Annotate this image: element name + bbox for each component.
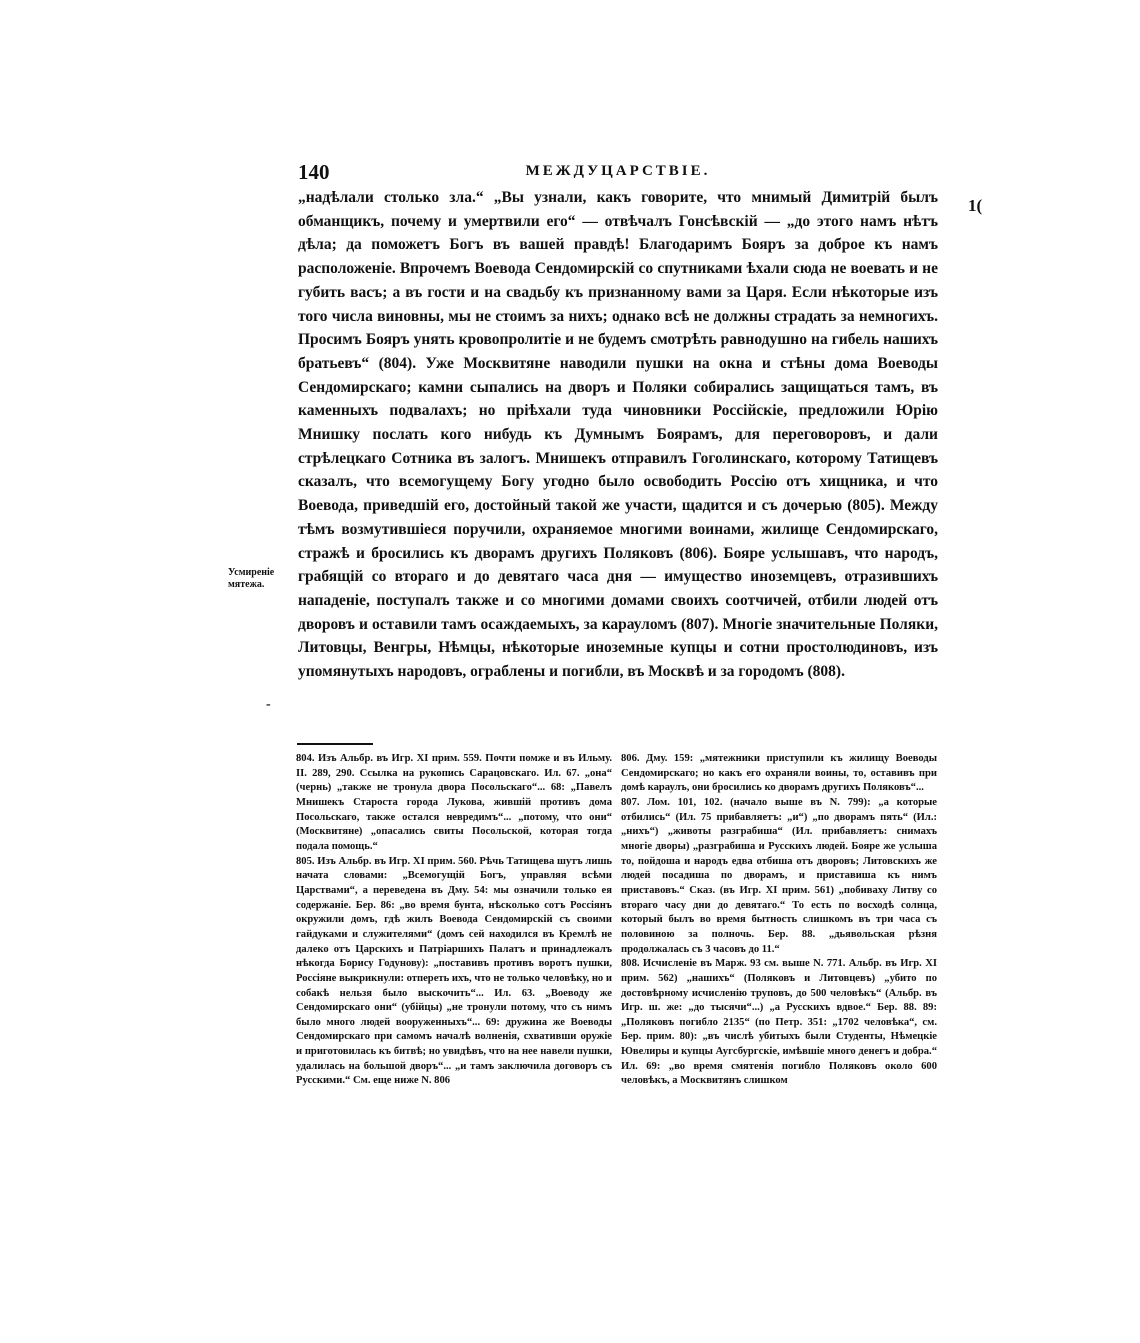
margin-note bbox=[228, 567, 290, 591]
footnote-808: 808. Исчисленіе въ Марж. 93 см. выше N. 771. Альбр. въ Игр. XI прим. 562) „нашихъ“ (Поляковъ и Литовцевъ) „убито по достовѣрному исчисленію труповъ, до 500 человѣкъ“ (Альбр. въ Игр. ш. же: „до тысячи“...) „а Русскихъ вдвое.“ Бер. 88. 89: „Поляковъ погибло 2135“ (по Петр. 351: „1702 человѣка“, см. Бер. прим. 80): „въ числѣ убитыхъ были Студенты, Нѣмецкіе Ювелиры и купцы Аугсбургскіе, имѣвшіе много денегъ и добра.“ Ил. 69: „во время смятенія погибло Поляковъ около 600 человѣкъ, а Москвитянъ слишком bbox=[621, 958, 937, 1087]
footnote-divider bbox=[297, 743, 373, 745]
footnote-806: 806. Дму. 159: „мятежники приступили къ жилищу Воеводы Сендомирскаго; но какъ его охраняли воины, то, оставивъ при домѣ караулъ, они бросились ко дворамъ другихъ Поляковъ“... bbox=[621, 753, 937, 794]
footnotes-right-column bbox=[621, 752, 937, 1089]
page-header bbox=[298, 160, 938, 188]
footnote-807: 807. Лом. 101, 102. (начало выше въ N. 799): „а которые отбились“ (Ил. 75 прибавляетъ: „и“) „по дворамъ пять“ (Ил.: „нихъ“) „животы разграбиша“ (Ил. прибавляетъ: снимахъ многіе дворы) „разграбиша и Русскихъ людей. Бояре же услыша то, пойдоша и народъ едва отбиша отъ дворовъ; Литовскихъ же людей посадиша по дворамъ, и приставиша къ нимъ приставовъ.“ Сказ. (въ Игр. XI прим. 561) „побиваху Литву со втораго часу дни до девятаго.“ То есть по восходѣ солнца, который былъ во время бытность слишкомъ въ три часа съ половиною за полночь. Бер. 88. „дьявольская рѣзня продолжалась съ 3 часовъ до 11.“ bbox=[621, 796, 937, 955]
footnote-805: 805. Изъ Альбр. въ Игр. XI прим. 560. Рѣчь Татищева шутъ лишь начата словами: „Всемогущій Богъ, управляя всѣми Царствами“, а переведена въ Дму. 54: мы означили только ея содержаніе. Бер. 86: „во время бунта, нѣсколько сотъ Россіянъ окружили домъ, гдѣ жилъ Воевода Сендомирскій съ своими гайдуками и служителями“ (домъ сей находился въ Кремлѣ не далеко отъ Царскихъ и Патріаршихъ Палатъ и принадлежалъ нѣкогда Борису Годунову): „поставивъ противъ воротъ пушки, Россіяне выкрикнули: отпереть ихъ, что не только человѣку, но и собакѣ нельзя было выскочить“... Ил. 63. „Воеводу же Сендомирскаго они“ (убійцы) „не тронули потому, что съ нимъ было много людей вооруженныхъ“... 69: дружина же Воеводы Сендомирскаго при самомъ началѣ волненія, схвативши оружіе и приготовилась къ битвѣ; но увидѣвъ, что на нее навели пушки, удалилась на большой дворъ“... „и тамъ заключила договоръ съ Русскими.“ См. еще ниже N. 806 bbox=[296, 855, 612, 1087]
main-text-block bbox=[298, 186, 938, 684]
margin-note-line-1: Усмиреніе bbox=[228, 567, 275, 578]
margin-note-line-2: мятежа. bbox=[228, 579, 265, 590]
footnote-804: 804. Изъ Альбр. въ Игр. XI прим. 559. Почти помже и въ Ильму. II. 289, 290. Ссылка на рукопись Сарацовскаго. Ил. 67. „она“ (чернь) „также не тронула двора Посольскаго“... 68: „Павелъ Мнишекъ Староста города Лукова, жившій противъ дома Посольскаго, также остался невредимъ“... „потому, что они“ (Москвитяне) „опасались свиты Посольской, которая тогда подала помощь.“ bbox=[296, 753, 612, 852]
edge-page-fragment: 1( bbox=[968, 196, 983, 215]
footnotes-left-column bbox=[296, 752, 612, 1089]
footnotes-area bbox=[296, 752, 939, 1172]
margin-mark: - bbox=[266, 697, 271, 712]
page-number: 140 bbox=[298, 160, 330, 184]
main-paragraph: „надѣлали столько зла.“ „Вы узнали, какъ говорите, что мнимый Димитрій былъ обманщикъ, почему и умертвили его“ — отвѣчалъ Гонсѣвскій — „до этого намъ нѣтъ дѣла; да поможетъ Богъ въ вашей правдѣ! Благодаримъ Бояръ за доброе къ намъ расположеніе. Впрочемъ Воевода Сендомирскій со спутниками ѣхали сюда не воевать и не губить васъ; а въ гости и на свадьбу къ признанному вами за Царя. Если нѣкоторые изъ того числа виновны, мы не стоимъ за нихъ; однако всѣ не должны страдать за немногихъ. Просимъ Бояръ унять кровопролитіе и не будемъ смотрѣть равнодушно на гибель нашихъ братьевъ“ (804). Уже Москвитяне наводили пушки на окна и стѣны дома Воеводы Сендомирскаго; камни сыпались на дворъ и Поляки собирались защищаться тамъ, въ каменныхъ подвалахъ; но пріѣхали туда чиновники Россійскіе, предложили Юрію Мнишку послать кого нибудь къ Думнымъ Боярамъ, для переговоровъ, и дали стрѣлецкаго Сотника въ залогъ. Мнишекъ отправилъ Гоголинскаго, которому Татищевъ сказалъ, что всемогущему Богу угодно было освободить Россію отъ хищника, и что Воевода, приведшій его, достойный такой же участи, щадится и съ дочерью (805). Между тѣмъ возмутившіеся поручили, охраняемое многими воинами, жилище Сендомирскаго, стражѣ и бросились къ дворамъ другихъ Поляковъ (806). Бояре услышавъ, что народъ, грабящій со втораго и до девятаго часа дня — имущество иноземцевъ, отразившихъ нападеніе, поступалъ также и со многими домами своихъ соотчичей, отбили людей отъ дворовъ и оставили тамъ осаждаемыхъ, за карауломъ (807). Многіе значительные Поляки, Литовцы, Венгры, Нѣмцы, нѣкоторые иноземные купцы и сотни простолюдиновъ, изъ упомянутыхъ народовъ, ограблены и погибли, въ Москвѣ и за городомъ (808). bbox=[298, 189, 938, 681]
running-title: МЕЖДУЦАРСТВІЕ. bbox=[525, 163, 711, 179]
